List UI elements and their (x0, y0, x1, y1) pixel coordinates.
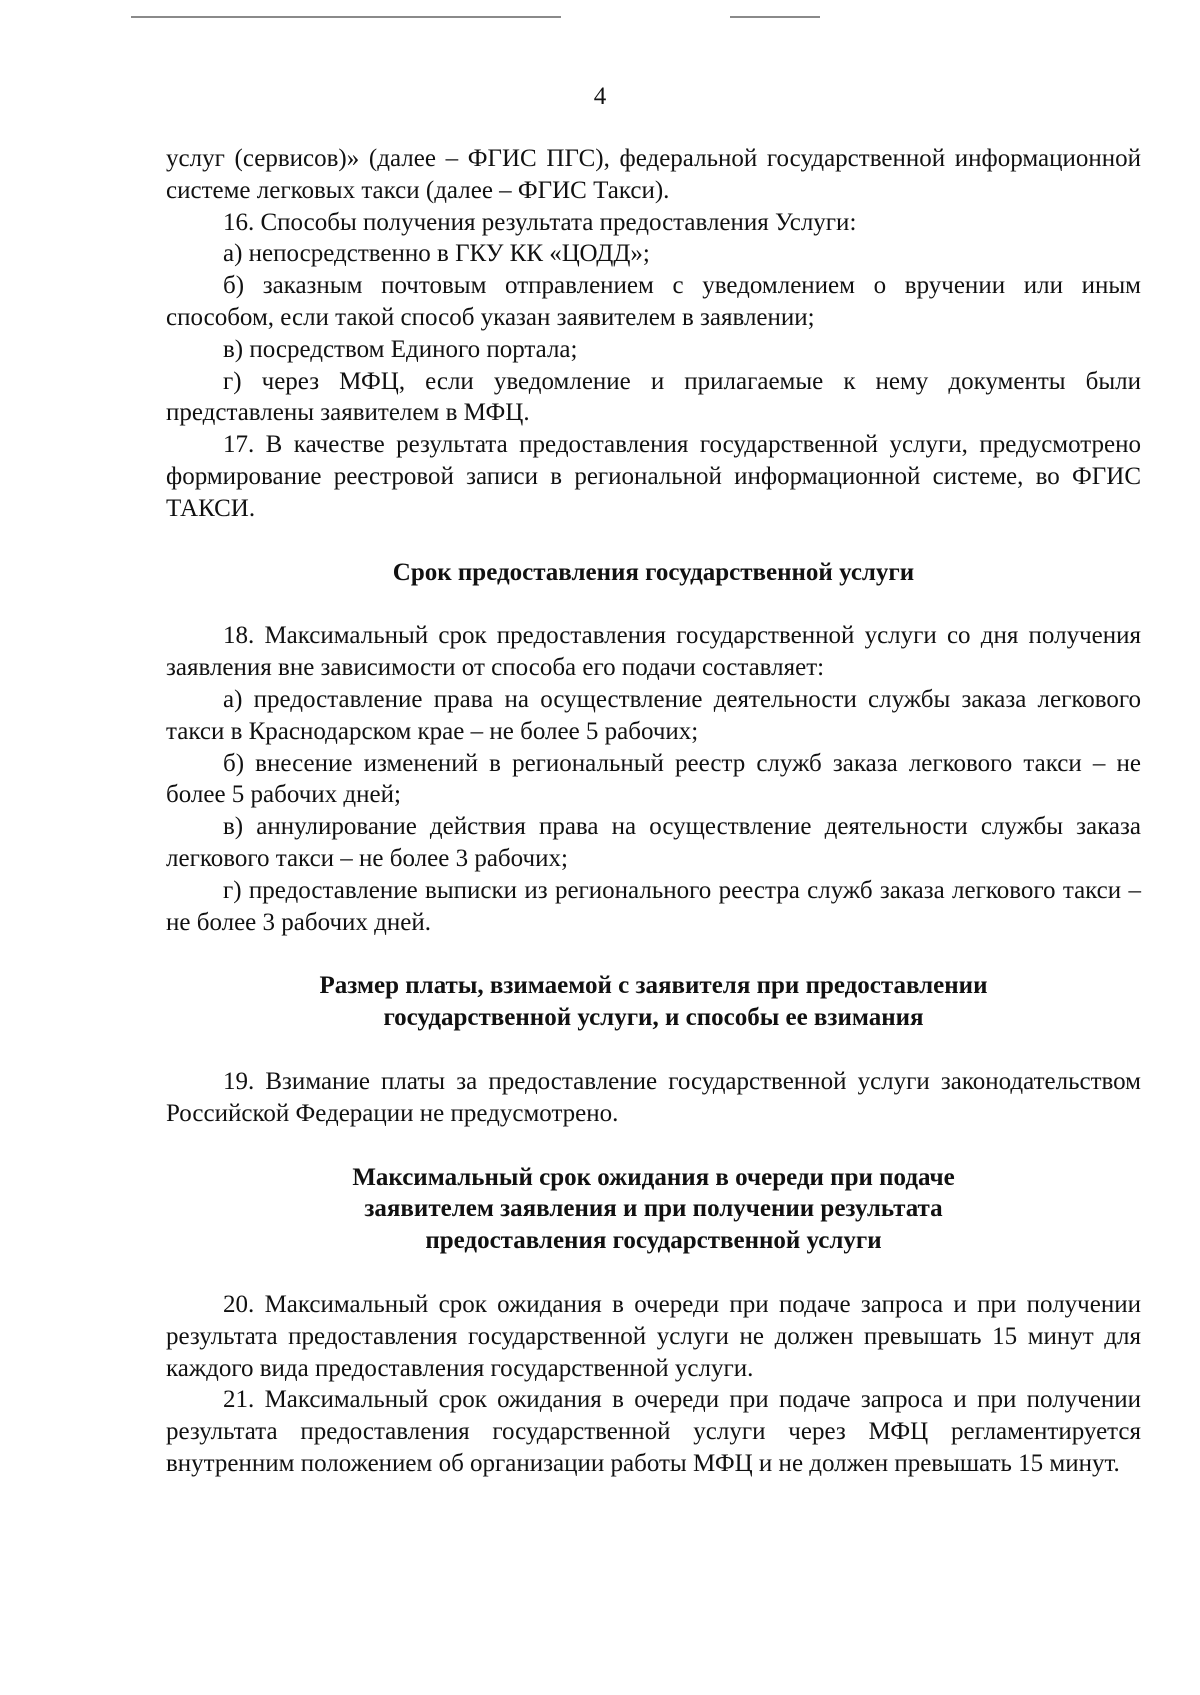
section-heading-term-line: Срок предоставления государственной услуги (392, 558, 915, 586)
paragraph-17: 17. В качестве результата предоставления государственной услуги, предусмотрено формирование реестровой записи в региональной информационной системе, во ФГИС ТАКСИ. (166, 431, 1141, 522)
paragraph-16-title: 16. Способы получения результата предоставления Услуги: (223, 208, 857, 236)
intro-paragraph: услуг (сервисов)» (далее – ФГИС ПГС), федеральной государственной информационной системе легковых такси (далее – ФГИС Такси). (166, 145, 1141, 204)
section-heading-fee-line-2: государственной услуги, и способы ее взимания (383, 1004, 924, 1032)
paragraph-18-item-g: г) предоставление выписки из регионального реестра служб заказа легкового такси – не более 3 рабочих дней. (166, 876, 1141, 936)
scan-artifact-line (730, 16, 820, 18)
section-heading-fee-line-1: Размер платы, взимаемой с заявителя при предоставлении (319, 972, 988, 1000)
paragraph-16-item-a: а) непосредственно в ГКУ КК «ЦОДД»; (223, 240, 650, 268)
scan-artifact-line (131, 16, 561, 18)
document-body (166, 143, 1141, 1480)
paragraph-18-item-b: б) внесение изменений в региональный реестр служб заказа легкового такси – не более 5 рабочих дней; (166, 749, 1141, 809)
paragraph-16-item-g: г) через МФЦ, если уведомление и прилагаемые к нему документы были представлены заявителем в МФЦ. (166, 367, 1141, 427)
paragraph-20: 20. Максимальный срок ожидания в очереди при подаче запроса и при получении результата предоставления государственной услуги не должен превышать 15 минут для каждого вида предоставления государственной услуги. (166, 1290, 1141, 1382)
section-heading-queue-line-2: заявителем заявления и при получении результата (364, 1195, 943, 1223)
section-heading-queue (166, 1162, 1141, 1257)
paragraph-18-item-a: а) предоставление права на осуществление деятельности службы заказа легкового такси в Краснодарском крае – не более 5 рабочих; (166, 685, 1141, 745)
page-number: 4 (593, 83, 607, 110)
paragraph-16-item-b: б) заказным почтовым отправлением с уведомлением о вручении или иным способом, если такой способ указан заявителем в заявлении; (166, 272, 1141, 331)
paragraph-16-item-v: в) посредством Единого портала; (223, 335, 578, 363)
paragraph-18-title: 18. Максимальный срок предоставления государственной услуги со дня получения заявления вне зависимости от способа его подачи составляет: (166, 622, 1141, 682)
section-heading-term (166, 557, 1141, 589)
section-heading-fee (166, 970, 1141, 1034)
paragraph-19: 19. Взимание платы за предоставление государственной услуги законодательством Российской Федерации не предусмотрено. (166, 1067, 1141, 1127)
section-heading-queue-line-1: Максимальный срок ожидания в очереди при подаче (352, 1163, 955, 1191)
paragraph-18-item-v: в) аннулирование действия права на осуществление деятельности службы заказа легкового такси – не более 3 рабочих; (166, 813, 1141, 872)
paragraph-21: 21. Максимальный срок ожидания в очереди при подаче запроса и при получении результата предоставления государственной услуги через МФЦ регламентируется внутренним положением об организации работы МФЦ и не должен превышать 15 минут. (166, 1386, 1141, 1477)
section-heading-queue-line-3: предоставления государственной услуги (425, 1227, 882, 1255)
